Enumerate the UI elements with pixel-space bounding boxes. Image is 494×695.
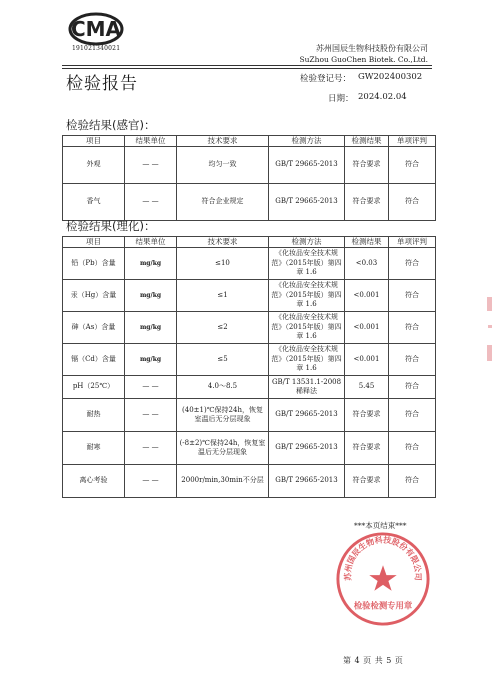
cell-item: 耐热: [63, 399, 125, 432]
cell-requirement: ≤10: [177, 248, 269, 280]
cell-requirement: ≤5: [177, 344, 269, 376]
cell-method: 《化妆品安全技术规范》（2015年版）第四章 1.6: [269, 344, 345, 376]
cell-method: 《化妆品安全技术规范》（2015年版）第四章 1.6: [269, 248, 345, 280]
cell-result: 符合要求: [345, 147, 389, 184]
cell-judgement: 符合: [389, 147, 436, 184]
header-divider: [62, 65, 432, 66]
cell-method: GB/T 29665-2013: [269, 465, 345, 498]
cell-item: pH（25℃）: [63, 376, 125, 399]
cell-item: 铅（Pb）含量: [63, 248, 125, 280]
cell-item: 耐寒: [63, 432, 125, 465]
cell-judgement: 符合: [389, 399, 436, 432]
header-method: 检测方法: [269, 237, 345, 248]
cell-requirement: (-8±2)℃保持24h，恢复室温后无分层现象: [177, 432, 269, 465]
date-label: 日期：: [328, 94, 354, 104]
cell-unit: — —: [125, 399, 177, 432]
cell-judgement: 符合: [389, 432, 436, 465]
table-row: [63, 376, 436, 399]
report-date: 2024.02.04: [358, 92, 407, 102]
table-row: [63, 248, 436, 280]
company-name-cn: 苏州国辰生物科技股份有限公司: [316, 44, 428, 53]
table-row: [63, 465, 436, 498]
page-number: 第 4 页 共 5 页: [343, 656, 404, 665]
cell-item: 外观: [63, 147, 125, 184]
report-title: 检验报告: [66, 74, 138, 94]
edge-seal-fragment: [484, 295, 494, 365]
cell-item: 镉（Cd）含量: [63, 344, 125, 376]
cell-judgement: 符合: [389, 465, 436, 498]
cell-item: 离心考验: [63, 465, 125, 498]
cell-requirement: (40±1)℃保持24h，恢复室温后无分层现象: [177, 399, 269, 432]
table-row: [63, 399, 436, 432]
cell-unit: — —: [125, 432, 177, 465]
cell-item: 香气: [63, 184, 125, 221]
cell-item: 砷（As）含量: [63, 312, 125, 344]
header-item: 项目: [63, 237, 125, 248]
registration-label: 检验登记号：: [300, 74, 352, 84]
cell-method: GB/T 29665-2013: [269, 432, 345, 465]
table-row: [63, 280, 436, 312]
cma-logo: [68, 12, 124, 46]
cell-result: <0.03: [345, 248, 389, 280]
cell-result: 符合要求: [345, 184, 389, 221]
header-result: 检测结果: [345, 136, 389, 147]
table-row: [63, 432, 436, 465]
header-requirement: 技术要求: [177, 136, 269, 147]
cell-requirement: 均匀一致: [177, 147, 269, 184]
cell-method: GB/T 29665-2013: [269, 147, 345, 184]
cell-method: GB/T 29665-2013: [269, 399, 345, 432]
table-header-row: [63, 237, 436, 248]
cell-unit: — —: [125, 184, 177, 221]
cell-unit: — —: [125, 147, 177, 184]
header-unit: 结果单位: [125, 136, 177, 147]
cell-unit: mg/kg: [125, 280, 177, 312]
header-result: 检测结果: [345, 237, 389, 248]
header-judgement: 单项评判: [389, 136, 436, 147]
inspection-seal: [334, 530, 432, 628]
cell-judgement: 符合: [389, 184, 436, 221]
header-method: 检测方法: [269, 136, 345, 147]
cell-unit: mg/kg: [125, 248, 177, 280]
cell-method: 《化妆品安全技术规范》（2015年版）第四章 1.6: [269, 280, 345, 312]
cell-judgement: 符合: [389, 312, 436, 344]
cell-unit: mg/kg: [125, 312, 177, 344]
cell-unit: — —: [125, 376, 177, 399]
table-row: [63, 312, 436, 344]
cell-judgement: 符合: [389, 280, 436, 312]
physchem-section-title: 检验结果(理化)：: [66, 219, 156, 233]
company-name-en: SuZhou GuoChen Biotek. Co.,Ltd.: [299, 55, 428, 64]
cell-result: <0.001: [345, 312, 389, 344]
cell-requirement: ≤2: [177, 312, 269, 344]
cell-result: 符合要求: [345, 432, 389, 465]
cell-judgement: 符合: [389, 344, 436, 376]
cell-requirement: 符合企业规定: [177, 184, 269, 221]
cell-method: 《化妆品安全技术规范》（2015年版）第四章 1.6: [269, 312, 345, 344]
cell-judgement: 符合: [389, 376, 436, 399]
cell-result: 5.45: [345, 376, 389, 399]
cell-requirement: 4.0～8.5: [177, 376, 269, 399]
svg-text:CMA: CMA: [70, 17, 122, 41]
cell-unit: — —: [125, 465, 177, 498]
header-requirement: 技术要求: [177, 237, 269, 248]
physchem-results-table: [62, 236, 436, 498]
header-judgement: 单项评判: [389, 237, 436, 248]
table-row: [63, 147, 436, 184]
cma-number: 191021340021: [72, 45, 121, 52]
header-item: 项目: [63, 136, 125, 147]
cell-method: GB/T 29665-2013: [269, 184, 345, 221]
cell-unit: mg/kg: [125, 344, 177, 376]
table-row: [63, 344, 436, 376]
header-unit: 结果单位: [125, 237, 177, 248]
cell-requirement: 2000r/min,30min不分层: [177, 465, 269, 498]
end-of-page-note: ***本页结束***: [354, 521, 407, 530]
svg-text:检验检测专用章: 检验检测专用章: [353, 600, 413, 611]
cell-result: <0.001: [345, 280, 389, 312]
sensory-section-title: 检验结果(感官)：: [66, 118, 156, 132]
cell-judgement: 符合: [389, 248, 436, 280]
cell-result: 符合要求: [345, 465, 389, 498]
sensory-results-table: [62, 135, 436, 221]
cell-result: 符合要求: [345, 399, 389, 432]
cell-item: 汞（Hg）含量: [63, 280, 125, 312]
svg-text:苏州国辰生物科技股份有限公司: 苏州国辰生物科技股份有限公司: [343, 535, 423, 581]
cell-result: <0.001: [345, 344, 389, 376]
cell-requirement: ≤1: [177, 280, 269, 312]
registration-number: GW202400302: [358, 72, 423, 82]
table-header-row: [63, 136, 436, 147]
cell-method: GB/T 13531.1-2008 稀释法: [269, 376, 345, 399]
table-row: [63, 184, 436, 221]
